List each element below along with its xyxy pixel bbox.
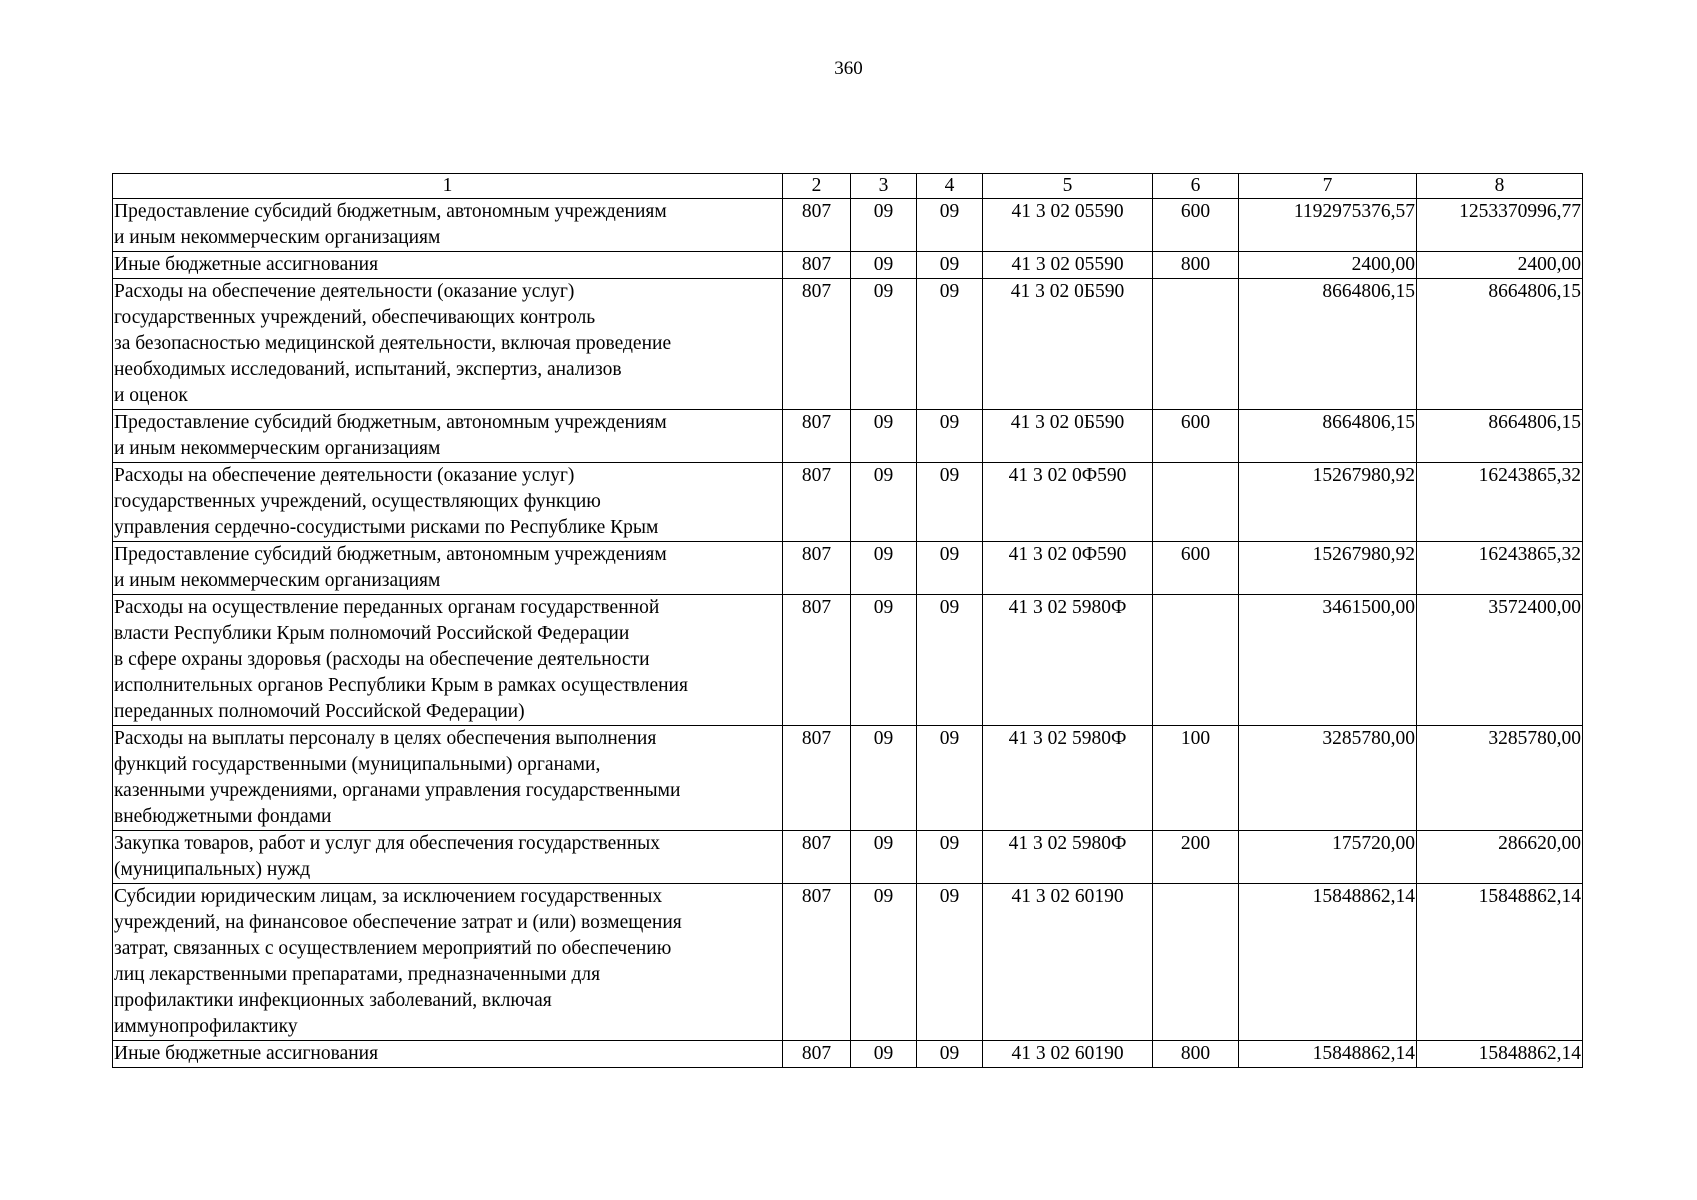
description-line: Предоставление субсидий бюджетным, автономным учреждениям: [114, 201, 667, 222]
table-header-row: [113, 174, 1583, 199]
description-line: в сфере охраны здоровья (расходы на обеспечение деятельности: [114, 649, 650, 670]
description-line: и оценок: [114, 385, 188, 406]
description-line: за безопасностью медицинской деятельности, включая проведение: [114, 333, 672, 354]
cell-section-code: 09: [851, 410, 917, 463]
cell-target-article: 41 3 02 05590: [983, 199, 1153, 252]
cell-subsection-code: 09: [917, 831, 983, 884]
column-header: 8: [1417, 174, 1583, 199]
column-header: 7: [1239, 174, 1417, 199]
cell-ministry-code: 807: [783, 831, 851, 884]
cell-section-code: 09: [851, 199, 917, 252]
cell-subsection-code: 09: [917, 884, 983, 1041]
description-line: Предоставление субсидий бюджетным, автономным учреждениям: [114, 544, 667, 565]
description-line: Расходы на обеспечение деятельности (оказание услуг): [114, 465, 575, 486]
column-header: 2: [783, 174, 851, 199]
cell-ministry-code: 807: [783, 410, 851, 463]
cell-expense-type: 800: [1153, 252, 1239, 279]
table-row: [113, 252, 1583, 279]
table-row: [113, 279, 1583, 410]
row-description: [113, 199, 783, 252]
cell-amount-year-1: 175720,00: [1239, 831, 1417, 884]
cell-section-code: 09: [851, 884, 917, 1041]
cell-section-code: 09: [851, 463, 917, 542]
cell-target-article: 41 3 02 5980Ф: [983, 595, 1153, 726]
cell-subsection-code: 09: [917, 463, 983, 542]
column-header: 5: [983, 174, 1153, 199]
cell-section-code: 09: [851, 279, 917, 410]
description-line: функций государственными (муниципальными) органами,: [114, 754, 601, 775]
cell-ministry-code: 807: [783, 279, 851, 410]
cell-amount-year-1: 2400,00: [1239, 252, 1417, 279]
cell-amount-year-1: 8664806,15: [1239, 279, 1417, 410]
row-description: [113, 884, 783, 1041]
cell-amount-year-2: 2400,00: [1417, 252, 1583, 279]
cell-ministry-code: 807: [783, 542, 851, 595]
column-header: 4: [917, 174, 983, 199]
description-line: и иным некоммерческим организациям: [114, 227, 441, 248]
cell-target-article: 41 3 02 5980Ф: [983, 831, 1153, 884]
table-row: [113, 884, 1583, 1041]
cell-subsection-code: 09: [917, 595, 983, 726]
cell-ministry-code: 807: [783, 595, 851, 726]
cell-ministry-code: 807: [783, 463, 851, 542]
cell-expense-type: 600: [1153, 410, 1239, 463]
cell-ministry-code: 807: [783, 1041, 851, 1068]
cell-target-article: 41 3 02 5980Ф: [983, 726, 1153, 831]
cell-target-article: 41 3 02 0Ф590: [983, 542, 1153, 595]
cell-amount-year-1: 8664806,15: [1239, 410, 1417, 463]
description-line: Иные бюджетные ассигнования: [114, 1043, 379, 1064]
description-line: Закупка товаров, работ и услуг для обеспечения государственных: [114, 833, 661, 854]
description-line: внебюджетными фондами: [114, 806, 332, 827]
cell-target-article: 41 3 02 0Ф590: [983, 463, 1153, 542]
cell-target-article: 41 3 02 05590: [983, 252, 1153, 279]
cell-amount-year-1: 3285780,00: [1239, 726, 1417, 831]
row-description: [113, 1041, 783, 1068]
row-description: [113, 831, 783, 884]
column-header: 1: [113, 174, 783, 199]
cell-ministry-code: 807: [783, 884, 851, 1041]
description-line: Иные бюджетные ассигнования: [114, 254, 379, 275]
description-line: учреждений, на финансовое обеспечение затрат и (или) возмещения: [114, 912, 682, 933]
budget-table: [112, 173, 1583, 1068]
cell-expense-type: [1153, 595, 1239, 726]
table-row: [113, 1041, 1583, 1068]
cell-subsection-code: 09: [917, 252, 983, 279]
cell-subsection-code: 09: [917, 1041, 983, 1068]
description-line: иммунопрофилактику: [114, 1016, 298, 1037]
cell-expense-type: 600: [1153, 542, 1239, 595]
row-description: [113, 410, 783, 463]
table-row: [113, 726, 1583, 831]
row-description: [113, 279, 783, 410]
table-body: [113, 199, 1583, 1068]
cell-expense-type: [1153, 279, 1239, 410]
cell-amount-year-2: 8664806,15: [1417, 410, 1583, 463]
cell-target-article: 41 3 02 0Б590: [983, 410, 1153, 463]
cell-section-code: 09: [851, 831, 917, 884]
cell-expense-type: [1153, 463, 1239, 542]
description-line: лиц лекарственными препаратами, предназначенными для: [114, 964, 601, 985]
table-row: [113, 595, 1583, 726]
row-description: [113, 542, 783, 595]
cell-target-article: 41 3 02 60190: [983, 1041, 1153, 1068]
table-row: [113, 831, 1583, 884]
description-line: затрат, связанных с осуществлением мероприятий по обеспечению: [114, 938, 672, 959]
cell-expense-type: [1153, 884, 1239, 1041]
cell-expense-type: 100: [1153, 726, 1239, 831]
cell-amount-year-2: 16243865,32: [1417, 542, 1583, 595]
cell-ministry-code: 807: [783, 252, 851, 279]
row-description: [113, 595, 783, 726]
table-row: [113, 410, 1583, 463]
description-line: исполнительных органов Республики Крым в рамках осуществления: [114, 675, 688, 696]
cell-amount-year-2: 15848862,14: [1417, 884, 1583, 1041]
cell-amount-year-1: 1192975376,57: [1239, 199, 1417, 252]
cell-amount-year-1: 3461500,00: [1239, 595, 1417, 726]
cell-section-code: 09: [851, 252, 917, 279]
cell-ministry-code: 807: [783, 726, 851, 831]
cell-subsection-code: 09: [917, 410, 983, 463]
cell-subsection-code: 09: [917, 199, 983, 252]
description-line: казенными учреждениями, органами управления государственными: [114, 780, 681, 801]
cell-expense-type: 600: [1153, 199, 1239, 252]
cell-amount-year-2: 15848862,14: [1417, 1041, 1583, 1068]
cell-ministry-code: 807: [783, 199, 851, 252]
description-line: власти Республики Крым полномочий Российской Федерации: [114, 623, 630, 644]
description-line: управления сердечно-сосудистыми рисками по Республике Крым: [114, 517, 659, 538]
cell-amount-year-2: 1253370996,77: [1417, 199, 1583, 252]
page-number: 360: [834, 58, 863, 79]
description-line: и иным некоммерческим организациям: [114, 570, 441, 591]
description-line: Расходы на выплаты персоналу в целях обеспечения выполнения: [114, 728, 657, 749]
cell-section-code: 09: [851, 1041, 917, 1068]
row-description: [113, 463, 783, 542]
cell-section-code: 09: [851, 542, 917, 595]
row-description: [113, 726, 783, 831]
description-line: государственных учреждений, осуществляющих функцию: [114, 491, 601, 512]
cell-subsection-code: 09: [917, 279, 983, 410]
cell-amount-year-1: 15267980,92: [1239, 463, 1417, 542]
cell-target-article: 41 3 02 0Б590: [983, 279, 1153, 410]
description-line: необходимых исследований, испытаний, экспертиз, анализов: [114, 359, 622, 380]
cell-amount-year-1: 15848862,14: [1239, 884, 1417, 1041]
cell-target-article: 41 3 02 60190: [983, 884, 1153, 1041]
cell-subsection-code: 09: [917, 542, 983, 595]
description-line: Предоставление субсидий бюджетным, автономным учреждениям: [114, 412, 667, 433]
description-line: государственных учреждений, обеспечивающих контроль: [114, 307, 596, 328]
column-header: 3: [851, 174, 917, 199]
cell-amount-year-2: 3285780,00: [1417, 726, 1583, 831]
cell-expense-type: 800: [1153, 1041, 1239, 1068]
cell-amount-year-2: 286620,00: [1417, 831, 1583, 884]
cell-subsection-code: 09: [917, 726, 983, 831]
cell-section-code: 09: [851, 726, 917, 831]
row-description: [113, 252, 783, 279]
table-row: [113, 463, 1583, 542]
description-line: (муниципальных) нужд: [114, 859, 311, 880]
cell-amount-year-2: 3572400,00: [1417, 595, 1583, 726]
cell-amount-year-1: 15267980,92: [1239, 542, 1417, 595]
description-line: Расходы на осуществление переданных органам государственной: [114, 597, 660, 618]
description-line: переданных полномочий Российской Федерации): [114, 701, 525, 722]
cell-amount-year-1: 15848862,14: [1239, 1041, 1417, 1068]
cell-amount-year-2: 8664806,15: [1417, 279, 1583, 410]
description-line: и иным некоммерческим организациям: [114, 438, 441, 459]
description-line: Субсидии юридическим лицам, за исключением государственных: [114, 886, 663, 907]
cell-expense-type: 200: [1153, 831, 1239, 884]
cell-amount-year-2: 16243865,32: [1417, 463, 1583, 542]
cell-section-code: 09: [851, 595, 917, 726]
table-row: [113, 199, 1583, 252]
description-line: профилактики инфекционных заболеваний, включая: [114, 990, 552, 1011]
column-header: 6: [1153, 174, 1239, 199]
description-line: Расходы на обеспечение деятельности (оказание услуг): [114, 281, 575, 302]
table-row: [113, 542, 1583, 595]
